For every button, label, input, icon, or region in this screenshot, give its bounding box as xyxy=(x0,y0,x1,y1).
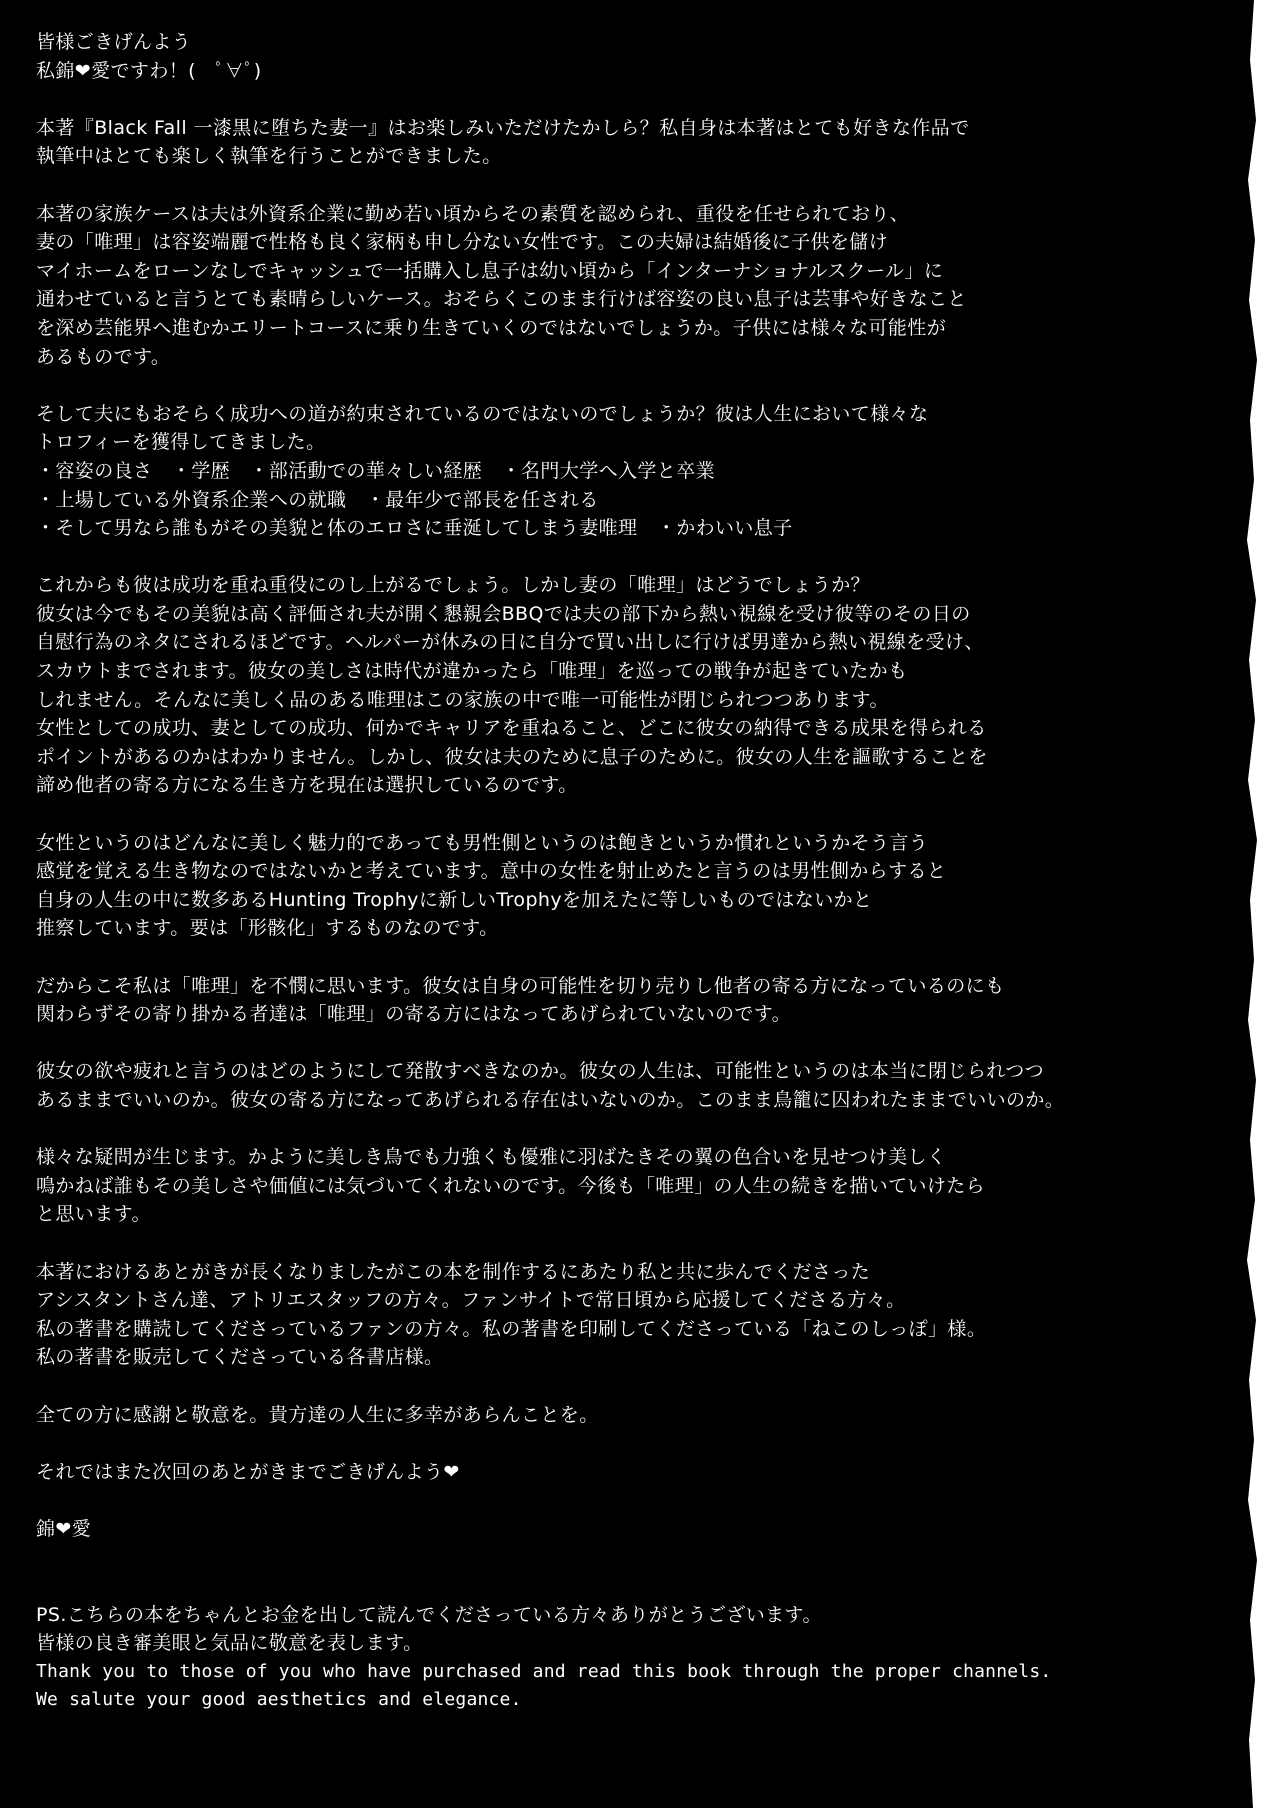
text-line: 推察しています。要は「形骸化」するものなのです。 xyxy=(36,917,499,940)
text-line: 女性としての成功、妻としての成功、何かでキャリアを重ねること、どこに彼女の納得できる成果を得られる xyxy=(36,717,987,740)
text-line: あるままでいいのか。彼女の寄る方になってあげられる存在はいないのか。このまま鳥籠に囚われたままでいいのか。 xyxy=(36,1088,1065,1111)
text-line: 自身の人生の中に数多あるHunting Trophyに新しいTrophyを加えたに等しいものではないかと xyxy=(36,888,873,911)
text-line: 彼女の欲や疲れと言うのはどのようにして発散すべきなのか。彼女の人生は、可能性というのは本当に閉じられつつ xyxy=(36,1060,1045,1083)
text-line: マイホームをローンなしでキャッシュで一括購入し息子は幼い頃から「インターナショナルスクール」に xyxy=(36,259,944,282)
paragraph xyxy=(36,1057,1216,1114)
text-line: アシスタントさん達、アトリエスタッフの方々。ファンサイトで常日頃から応援してくださる方々。 xyxy=(36,1289,906,1312)
text-line: 妻の「唯理」は容姿端麗で性格も良く家柄も申し分ない女性です。この夫婦は結婚後に子供を儲け xyxy=(36,231,889,254)
text-line: 女性というのはどんなに美しく魅力的であっても男性側というのは飽きというか慣れというかそう言う xyxy=(36,831,929,854)
postscript xyxy=(36,1601,1216,1715)
ps-line-jp: 皆様の良き審美眼と気品に敬意を表します。 xyxy=(36,1632,423,1655)
text-line: 鳴かねば誰もその美しさや価値には気づいてくれないのです。今後も「唯理」の人生の続きを描いていけたら xyxy=(36,1174,986,1197)
paragraph xyxy=(36,1143,1216,1229)
paragraph xyxy=(36,1258,1216,1372)
paragraph xyxy=(36,114,1216,171)
text-line: 本著『Black Fall 一漆黒に堕ちた妻一』はお楽しみいただけたかしら？私自身は本著はとても好きな作品で xyxy=(36,116,970,139)
text-line: 全ての方に感謝と敬意を。貴方達の人生に多幸があらんことを。 xyxy=(36,1403,599,1426)
text-line: 通わせていると言うとても素晴らしいケース。おそらくこのまま行けば容姿の良い息子は芸事や好きなこと xyxy=(36,288,967,311)
paragraph xyxy=(36,571,1216,800)
text-line: 感覚を覚える生き物なのではないかと考えています。意中の女性を射止めたと言うのは男性側からすると xyxy=(36,860,947,883)
text-line: だからこそ私は「唯理」を不憫に思います。彼女は自身の可能性を切り売りし他者の寄る方になっているのにも xyxy=(36,974,1005,997)
text-line: 自慰行為のネタにされるほどです。ヘルパーが休みの日に自分で買い出しに行けば男達から熱い視線を受け、 xyxy=(36,631,984,654)
text-line: 私の著書を販売してくださっている各書店様。 xyxy=(36,1346,444,1369)
trophy-list-item: ・そして男なら誰もがその美貌と体のエロさに垂涎してしまう妻唯理 ・かわいい息子 xyxy=(36,517,793,540)
closing-line: それではまた次回のあとがきまでごきげんよう❤ xyxy=(36,1460,460,1483)
paragraph xyxy=(36,1515,1216,1544)
paragraph xyxy=(36,972,1216,1029)
torn-page-edge xyxy=(1240,0,1280,1808)
text-line: 彼女は今でもその美貌は高く評価され夫が開く懇親会BBQでは夫の部下から熱い視線を受け彼等のその日の xyxy=(36,602,971,625)
author-intro-line: 私錦❤愛ですわ！( ﾟ∀ﾟ) xyxy=(36,59,262,82)
text-line: あるものです。 xyxy=(36,345,171,368)
text-line: 様々な疑問が生じます。かように美しき鳥でも力強くも優雅に羽ばたきその翼の色合いを見せつけ美しく xyxy=(36,1146,947,1169)
text-line: 関わらずその寄り掛かる者達は「唯理」の寄る方にはなってあげられていないのです。 xyxy=(36,1003,792,1026)
paragraph xyxy=(36,1401,1216,1430)
trophy-list-item: ・上場している外資系企業への就職 ・最年少で部長を任される xyxy=(36,488,599,511)
text-line: ポイントがあるのかはわかりません。しかし、彼女は夫のために息子のために。彼女の人生を謳歌することを xyxy=(36,745,988,768)
afterword-text xyxy=(36,28,1216,1715)
text-line: 諦め他者の寄る方になる生き方を現在は選択しているのです。 xyxy=(36,774,578,797)
trophy-list-item: ・容姿の良さ ・学歴 ・部活動での華々しい経歴 ・名門大学へ入学と卒業 xyxy=(36,459,716,482)
text-line: 本著の家族ケースは夫は外資系企業に勤め若い頃からその素質を認められ、重役を任せられており、 xyxy=(36,202,910,225)
text-line: 執筆中はとても楽しく執筆を行うことができました。 xyxy=(36,145,502,168)
paragraph xyxy=(36,200,1216,372)
text-line: そして夫にもおそらく成功への道が約束されているのではないのでしょうか？彼は人生において様々な xyxy=(36,402,929,425)
text-line: スカウトまでされます。彼女の美しさは時代が違かったら「唯理」を巡っての戦争が起きていたかも xyxy=(36,660,908,683)
paragraph xyxy=(36,400,1216,543)
ps-line-jp: PS.こちらの本をちゃんとお金を出して読んでくださっている方々ありがとうございます。 xyxy=(36,1603,822,1626)
text-line: と思います。 xyxy=(36,1203,151,1226)
text-line: トロフィーを獲得してきました。 xyxy=(36,431,326,454)
greeting-line: 皆様ごきげんよう xyxy=(36,31,192,53)
text-line: を深め芸能界へ進むかエリートコースに乗り生きていくのではないでしょうか。子供には様々な可能性が xyxy=(36,316,947,339)
text-line: これからも彼は成功を重ね重役にのし上がるでしょう。しかし妻の「唯理」はどうでしょうか？ xyxy=(36,574,871,597)
ps-line-en: Thank you to those of you who have purchased and read this book through the proper channels. xyxy=(36,1660,1052,1682)
torn-edge-shape xyxy=(1240,0,1280,1808)
signature: 錦❤愛 xyxy=(36,1517,92,1540)
text-line: 本著におけるあとがきが長くなりましたがこの本を制作するにあたり私と共に歩んでくださった xyxy=(36,1260,871,1283)
paragraph xyxy=(36,829,1216,943)
ps-line-en: We salute your good aesthetics and elegance. xyxy=(36,1689,522,1711)
paragraph xyxy=(36,1458,1216,1487)
text-line: しれません。そんなに美しく品のある唯理はこの家族の中で唯一可能性が閉じられつつあります。 xyxy=(36,688,889,711)
text-line: 私の著書を購読してくださっているファンの方々。私の著書を印刷してくださっている「ねこのしっぽ」様。 xyxy=(36,1317,987,1340)
